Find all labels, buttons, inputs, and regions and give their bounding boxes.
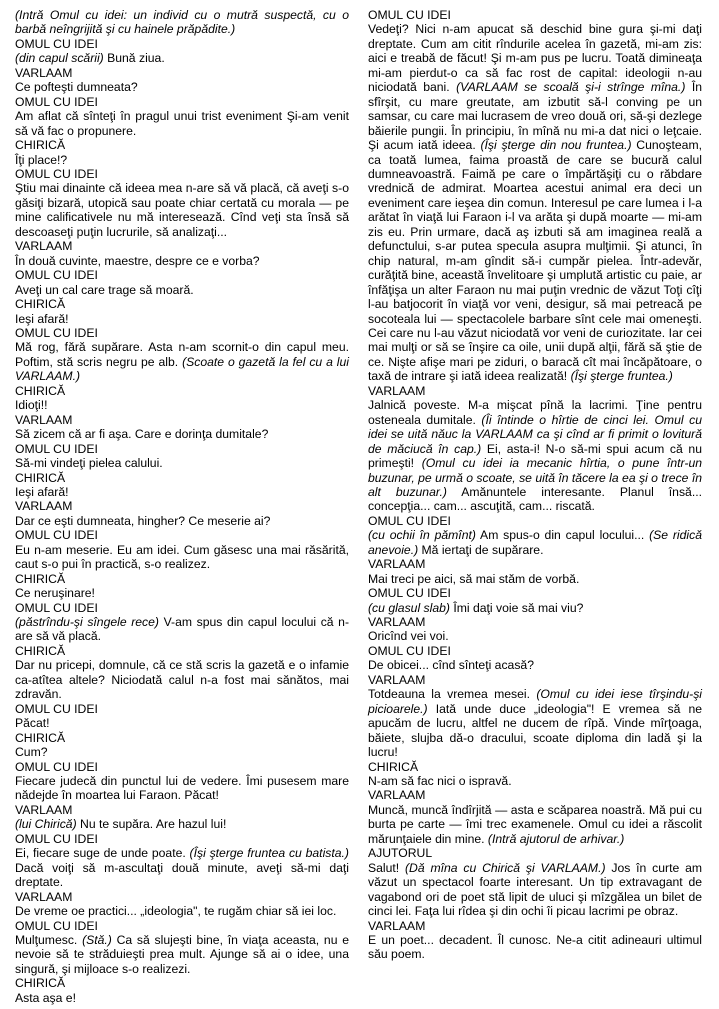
- speaker-varlaam: [15, 499, 349, 513]
- stage-direction-text: (Omul cu idei iese tîrşindu-şi picioarele.): [368, 687, 702, 716]
- speaker-omul-cu-idei: [15, 760, 349, 774]
- speaker-name: CHIRICĂ: [15, 571, 66, 586]
- speaker-omul-cu-idei: [15, 442, 349, 456]
- dialogue-text: N-am să fac nici o ispravă.: [368, 774, 512, 789]
- dialogue-line: [15, 991, 349, 1005]
- dialogue-text: Ce pofteşti dumneata?: [15, 80, 138, 95]
- right-column: [368, 8, 702, 962]
- stage-direction-text: (cu glasul slab): [368, 600, 450, 615]
- speaker-name: VARLAAM: [368, 672, 426, 687]
- dialogue-line: [368, 803, 702, 846]
- speaker-chiric: [15, 138, 349, 152]
- speaker-name: OMUL CU IDEI: [368, 513, 451, 528]
- dialogue-line: [15, 615, 349, 644]
- speaker-omul-cu-idei: [15, 95, 349, 109]
- dialogue-line: [15, 80, 349, 94]
- dialogue-line: [15, 181, 349, 239]
- speaker-omul-cu-idei: [368, 8, 702, 22]
- speaker-name: CHIRICĂ: [15, 730, 66, 745]
- dialogue-text: Ei, asta-i! N-o să-mi spui acum că nu primeşti!: [368, 441, 702, 471]
- speaker-chiric: [368, 760, 702, 774]
- dialogue-text: Fiecare judecă din punctul lui de vedere. Îmi pusesem mare nădejde în moartea lui Faraon. Păcat!: [15, 774, 349, 803]
- speaker-chiric: [15, 572, 349, 586]
- speaker-omul-cu-idei: [15, 167, 349, 181]
- speaker-chiric: [15, 297, 349, 311]
- speaker-chiric: [15, 976, 349, 990]
- dialogue-text: Nu te supăra. Are hazul lui!: [76, 817, 227, 832]
- dialogue-text: Păcat!: [15, 716, 50, 731]
- dialogue-text: Îmi daţi voie să mai viu?: [449, 600, 584, 615]
- speaker-name: OMUL CU IDEI: [15, 759, 98, 774]
- dialogue-text: Mă rog, fără supărare. Asta n-am scornit-o din capul meu. Poftim, stă scris negru pe alb.: [15, 340, 349, 369]
- speaker-name: OMUL CU IDEI: [15, 918, 98, 933]
- speaker-name: OMUL CU IDEI: [15, 528, 98, 543]
- dialogue-text: Am spus-o din capul locului...: [475, 528, 650, 543]
- speaker-name: OMUL CU IDEI: [15, 831, 98, 846]
- dialogue-line: [368, 398, 702, 514]
- speaker-name: VARLAAM: [15, 65, 73, 80]
- dialogue-line: [15, 427, 349, 441]
- dialogue-line: [15, 846, 349, 889]
- dialogue-line: [15, 485, 349, 499]
- speaker-omul-cu-idei: [15, 528, 349, 542]
- dialogue-text: Bună ziua.: [103, 51, 165, 66]
- speaker-name: VARLAAM: [15, 412, 73, 427]
- speaker-name: VARLAAM: [15, 889, 73, 904]
- dialogue-line: [15, 456, 349, 470]
- stage-direction-text: (Omul cu idei ia mecanic hîrtia, o pune într-un buzunar, pe urmă o scoate, se uită în tăcere la ea şi o trece în alt buzunar.): [368, 456, 702, 499]
- stage-direction-text: (VARLAAM se scoală şi-i strînge mîna.): [456, 80, 686, 95]
- dialogue-line: [15, 774, 349, 803]
- speaker-omul-cu-idei: [15, 268, 349, 282]
- stage-direction-text: (Scoate o gazetă la fel cu a lui VARLAAM.): [15, 354, 349, 384]
- dialogue-text: Jalnică poveste. M-a mişcat pînă la lacrimi. Ţine pentru osteneala dumitale.: [368, 398, 702, 427]
- speaker-omul-cu-idei: [15, 601, 349, 615]
- speaker-name: AJUTORUL: [368, 846, 433, 861]
- dialogue-line: [368, 629, 702, 643]
- dialogue-line: [15, 398, 349, 412]
- stage-direction-text: (cu ochii în pămînt): [368, 528, 476, 543]
- speaker-name: VARLAAM: [368, 615, 426, 630]
- speaker-chiric: [15, 471, 349, 485]
- stage-direction-text: (Îşi şterge fruntea cu batista.): [189, 846, 349, 861]
- speaker-varlaam: [15, 66, 349, 80]
- dialogue-text: Dar nu pricepi, domnule, că ce stă scris la gazetă e o infamie ca-atîtea altele? Niciodată calul n-a fost mai sănătos, mai zdravăn.: [15, 658, 349, 702]
- speaker-name: OMUL CU IDEI: [15, 268, 98, 283]
- dialogue-text: Amănuntele interesante. Planul însă... concepţia... cam... ascuţită, cam... riscată.: [368, 484, 702, 514]
- speaker-omul-cu-idei: [15, 37, 349, 51]
- dialogue-line: [15, 153, 349, 167]
- dialogue-text: Am aflat că sînteţi în pragul unui trist eveniment Şi-am venit să vă fac o propunere.: [15, 109, 349, 138]
- speaker-name: OMUL CU IDEI: [15, 600, 98, 615]
- dialogue-text: De obicei... cînd sînteţi acasă?: [368, 658, 534, 673]
- speaker-name: CHIRICĂ: [15, 383, 66, 398]
- dialogue-line: [15, 109, 349, 138]
- speaker-name: OMUL CU IDEI: [15, 36, 98, 51]
- dialogue-line: [15, 658, 349, 701]
- dialogue-text: V-am spus din capul locului că n-are să vă placă.: [15, 615, 349, 644]
- dialogue-text: Ei, fiecare suge de unde poate.: [15, 846, 190, 861]
- dialogue-text: Aveţi un cal care trage să moară.: [15, 282, 194, 297]
- speaker-omul-cu-idei: [15, 919, 349, 933]
- dialogue-line: [15, 543, 349, 572]
- dialogue-line: [368, 658, 702, 672]
- dialogue-line: [15, 514, 349, 528]
- dialogue-line: [15, 283, 349, 297]
- speaker-name: CHIRICĂ: [15, 976, 66, 991]
- speaker-name: OMUL CU IDEI: [368, 8, 451, 22]
- dialogue-text: Să-mi vindeţi pielea calului.: [15, 456, 163, 471]
- speaker-name: CHIRICĂ: [15, 470, 66, 485]
- speaker-chiric: [15, 644, 349, 658]
- dialogue-line: [15, 933, 349, 976]
- speaker-name: OMUL CU IDEI: [15, 94, 98, 109]
- speaker-varlaam: [15, 803, 349, 817]
- dialogue-line: [15, 340, 349, 383]
- speaker-varlaam: [368, 557, 702, 571]
- dialogue-line: [368, 572, 702, 586]
- speaker-chiric: [15, 384, 349, 398]
- dialogue-text: Dacă voiţi să m-ascultaţi două minute, aveţi să-mi daţi dreptate.: [15, 860, 349, 890]
- stage-direction-text: (Dă mîna cu Chirică şi VARLAAM.): [405, 860, 606, 875]
- dialogue-text: Idioţi!!: [15, 398, 48, 413]
- dialogue-line: [368, 861, 702, 919]
- speaker-name: CHIRICĂ: [15, 138, 66, 153]
- dialogue-text: Asta aşa e!: [15, 990, 76, 1005]
- speaker-name: VARLAAM: [368, 383, 426, 398]
- speaker-name: CHIRICĂ: [15, 297, 66, 312]
- speaker-varlaam: [368, 788, 702, 802]
- speaker-varlaam: [368, 615, 702, 629]
- dialogue-text: Ieşi afară!: [15, 311, 69, 326]
- dialogue-line: [15, 254, 349, 268]
- stage-direction-text: (Intră ajutorul de arhivar.): [487, 831, 625, 846]
- dialogue-text: Salut!: [368, 860, 405, 875]
- dialogue-text: Ştiu mai dinainte că ideea mea n-are să vă placă, că aveţi s-o găsiţi bizară, utopică sau poate chiar certată cu morala — pe mine calificativele nu mă interesează. Cînd veţi sta însă să descoaseţi puţin lucrurile, să analizaţi...: [15, 181, 349, 239]
- speaker-chiric: [15, 731, 349, 745]
- speaker-ajutorul: [368, 846, 702, 860]
- dialogue-text: Îţi place!?: [15, 152, 68, 167]
- speaker-name: VARLAAM: [15, 802, 73, 817]
- stage-direction: [15, 8, 349, 37]
- dialogue-line: [15, 904, 349, 918]
- stage-direction-text: (lui Chirică): [15, 817, 77, 832]
- dialogue-text: Iată unde duce „ideologia"! E vremea să ne apucăm de lucru, altfel ne ducem de rîpă. Vinde mîrţoaga, băiete, slujba dă-o dracului, scoate diploma din ladă şi la lucru!: [368, 701, 702, 760]
- stage-direction-text: (Îi întinde o hîrtie de cinci lei. Omul cu idei se uită năuc la VARLAAM ca şi cînd ar fi primit o lovitură de măciucă în cap.): [368, 412, 702, 456]
- speaker-varlaam: [15, 413, 349, 427]
- speaker-varlaam: [368, 919, 702, 933]
- speaker-name: VARLAAM: [368, 788, 426, 803]
- dialogue-line: [368, 933, 702, 962]
- dialogue-text: Ce neruşinare!: [15, 586, 95, 601]
- dialogue-line: [368, 601, 702, 615]
- dialogue-line: [368, 528, 702, 557]
- dialogue-line: [368, 22, 702, 383]
- dialogue-line: [15, 586, 349, 600]
- speaker-name: OMUL CU IDEI: [368, 643, 451, 658]
- speaker-varlaam: [15, 239, 349, 253]
- dialogue-text: Mulţumesc.: [15, 933, 83, 947]
- dialogue-text: Oricînd vei voi.: [368, 629, 449, 644]
- speaker-name: VARLAAM: [368, 918, 426, 933]
- dialogue-line: [15, 817, 349, 831]
- dialogue-text: Muncă, muncă îndîrjită — asta e scăparea noastră. Mă pui cu burta pe carte — îmi trec examenele. Omul cu idei a răscolit mărunţaiele din mine.: [368, 802, 702, 846]
- dialogue-line: [15, 51, 349, 65]
- dialogue-text: Cunoşteam, ca toată lumea, faima proastă de care se bucură calul dumneavoastră. Faimă pe care o împărtăşiţi cu o răbdare vrednică de admirat. Moartea acestui animal era deci un eveniment care ieşea din comun. Interesul pe care lumea i l-a arătat în viaţă lui Faraon i-l va arăta şi după moarte — mi-am zis eu. Prin urmare, dacă aş izbuti să am imaginea reală a defunctului, s-ar putea specula asupra mulţimii. Şi atunci, în chip natural, m-am gîndit să-i cumpăr pielea. Într-adevăr, curăţită bine, această învelitoare şi umplută artistic cu paie, ar înfăţişa un alter Faraon nu mai puţin vrednic de văzut Toţi cîţi l-au batjocorit în viaţă vor veni, desigur, să mai petreacă pe socoteala lui — spectacolele barbare sînt cele mai omeneşti. Cei care nu l-au văzut niciodată vor veni de curiozitate. Iar cei mai mulţi or să se înşire ca oile, unii după alţii, fără să ştie de ce. Nişte afişe mari pe ziduri, o baracă cît mai încăpătoare, o taxă de intrare şi iată ideea realizată!: [368, 138, 702, 384]
- dialogue-line: [15, 312, 349, 326]
- speaker-varlaam: [15, 890, 349, 904]
- stage-direction-text: (Se ridică anevoie.): [368, 528, 702, 557]
- stage-direction-text: (din capul scării): [15, 51, 104, 66]
- stage-direction-text: (Îşi şterge fruntea.): [570, 369, 673, 384]
- dialogue-text: Ca să slujeşti bine, în viaţa aceasta, nu e nevoie să te străduieşti prea mult. Ajunge să ai o idee, una singură, şi mijloace s-o realizezi.: [15, 933, 350, 976]
- speaker-varlaam: [368, 673, 702, 687]
- dialogue-text: Ieşi afară!: [15, 484, 69, 499]
- dialogue-line: [368, 774, 702, 788]
- speaker-name: OMUL CU IDEI: [368, 586, 451, 601]
- dialogue-text: Să zicem că ar fi aşa. Care e dorinţa dumitale?: [15, 427, 269, 442]
- speaker-name: VARLAAM: [15, 499, 73, 514]
- speaker-name: OMUL CU IDEI: [15, 325, 98, 340]
- dialogue-text: Totdeauna la vremea mesei.: [368, 687, 537, 702]
- dialogue-text: În două cuvinte, maestre, despre ce e vorba?: [15, 253, 260, 268]
- speaker-name: CHIRICĂ: [15, 643, 66, 658]
- speaker-name: OMUL CU IDEI: [15, 166, 98, 181]
- speaker-omul-cu-idei: [368, 514, 702, 528]
- dialogue-line: [15, 716, 349, 730]
- speaker-name: CHIRICĂ: [368, 759, 419, 774]
- dialogue-text: Jos în curte am văzut un spectacol foarte interesant. Un tip extravagant de vagabond ori de poet stă lipit de uluci şi mîzgălea un bilet de cinci lei. Faţa lui rîdea şi din ochi îi picau lacrimi pe obraz.: [368, 860, 702, 919]
- dialogue-text: E un poet... decadent. Îl cunosc. Ne-a citit adineauri ultimul său poem.: [368, 933, 702, 962]
- dialogue-line: [15, 745, 349, 759]
- speaker-varlaam: [368, 384, 702, 398]
- speaker-omul-cu-idei: [15, 832, 349, 846]
- speaker-omul-cu-idei: [368, 644, 702, 658]
- speaker-name: OMUL CU IDEI: [15, 441, 98, 456]
- dialogue-text: Cum?: [15, 745, 48, 760]
- stage-direction-text: (Intră Omul cu idei: un individ cu o mutră suspectă, cu o barbă neîngrijită şi cu hainele prăpădite.): [15, 8, 349, 37]
- dialogue-text: În sfîrşit, cu mare greutate, am izbutit să-l conving pe un samsar, cu care mai lucrasem de vreo două ori, să-şi dezlege băierile pungii. În principiu, în mînă nu mi-a dat nici o leţcaie. Şi acum iată ideea.: [368, 80, 702, 153]
- dialogue-text: Mai treci pe aici, să mai stăm de vorbă.: [368, 571, 580, 586]
- left-column: [15, 8, 349, 1005]
- speaker-name: VARLAAM: [368, 557, 426, 572]
- speaker-name: OMUL CU IDEI: [15, 701, 98, 716]
- stage-direction-text: (Îşi şterge din nou fruntea.): [480, 138, 632, 153]
- dialogue-text: Mă iertaţi de supărare.: [418, 542, 544, 557]
- speaker-omul-cu-idei: [15, 702, 349, 716]
- speaker-omul-cu-idei: [368, 586, 702, 600]
- speaker-name: VARLAAM: [15, 239, 73, 254]
- stage-direction-text: (păstrîndu-şi sîngele rece): [15, 615, 159, 630]
- dialogue-text: Vedeţi? Nici n-am apucat să deschid bine gura şi-mi daţi dreptate. Cum am citit rîndurile acelea în gazetă, mi-am zis: aici e treabă de făcut! Şi m-am pus pe lucru. Toată dimineaţa mi-am pierdut-o ca să fac rost de capital: ideologii n-au niciodată bani.: [368, 22, 702, 95]
- speaker-omul-cu-idei: [15, 326, 349, 340]
- dialogue-line: [368, 687, 702, 759]
- stage-direction-text: (Stă.): [82, 933, 112, 947]
- dialogue-text: Eu n-am meserie. Eu am idei. Cum găsesc una mai răsărită, caut s-o pui în practică, s-o realizez.: [15, 542, 349, 572]
- dialogue-text: Dar ce eşti dumneata, hingher? Ce meserie ai?: [15, 513, 271, 528]
- dialogue-text: De vreme oe practici... „ideologia", te rugăm chiar să iei loc.: [15, 904, 337, 919]
